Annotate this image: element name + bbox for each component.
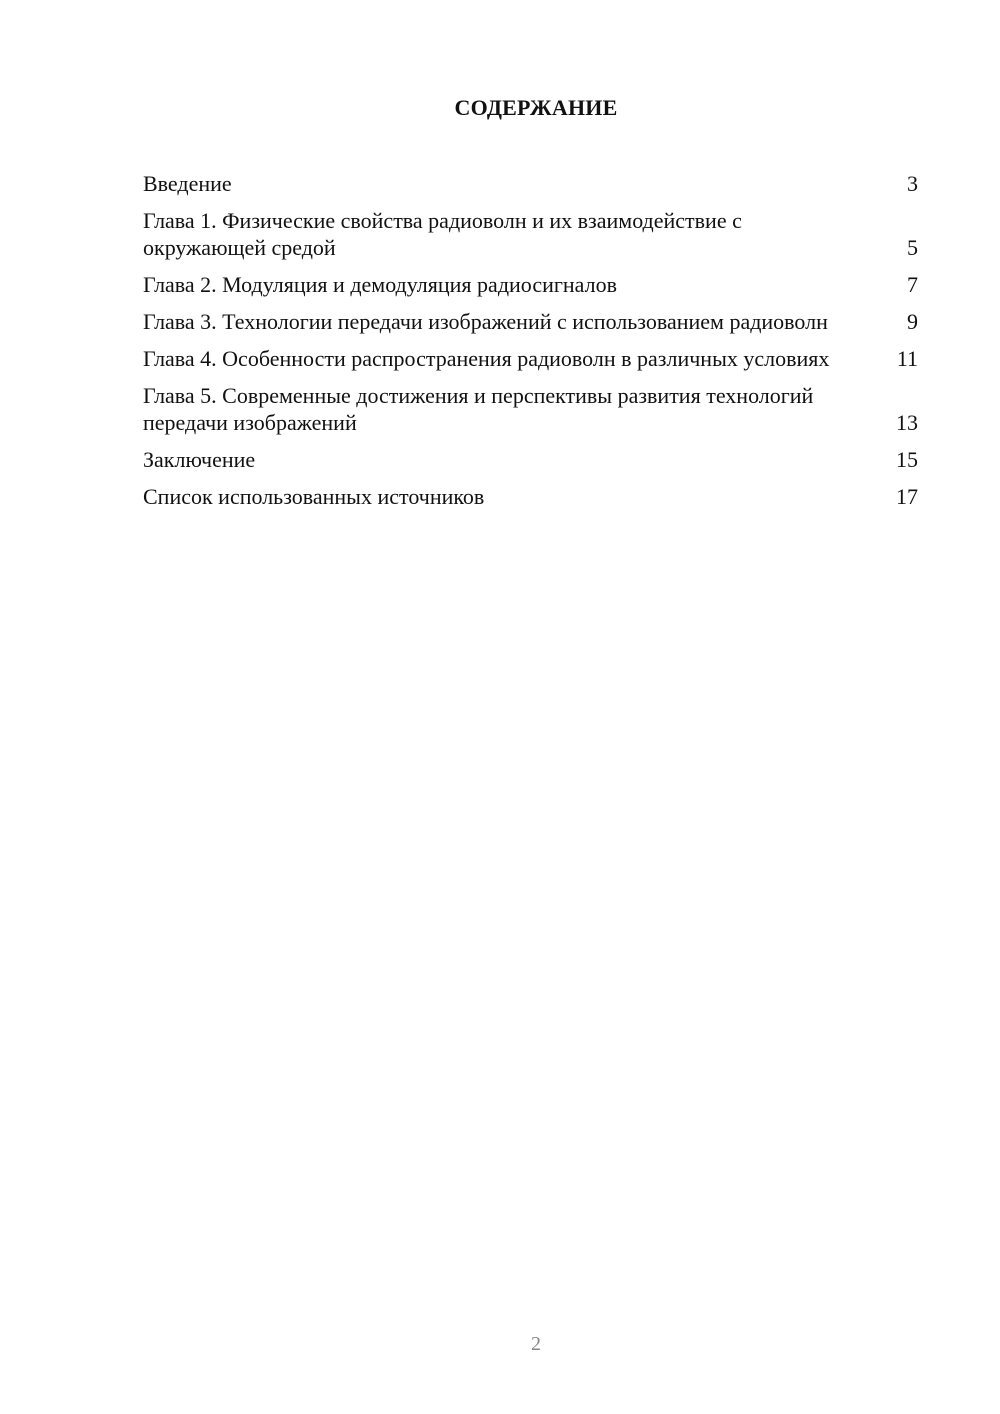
toc-entry-conclusion[interactable] [143,446,918,473]
toc-entry-title: Список использованных источников [143,484,485,509]
toc-entry-page: 9 [907,309,918,334]
toc-entry-title: Глава 1. Физические свойства радиоволн и их взаимодействие с окружающей средой [143,208,742,260]
toc-entry-page: 7 [907,272,918,297]
toc-entry-chapter-1[interactable] [143,207,918,261]
toc-entry-page: 15 [896,447,918,472]
toc-entry-references[interactable] [143,483,918,510]
toc-entry-page: 11 [896,346,918,371]
toc-entry-chapter-2[interactable] [143,271,918,298]
toc-entry-chapter-5[interactable] [143,382,918,436]
toc-entry-title: Глава 3. Технологии передачи изображений с использованием радиоволн [143,309,828,334]
toc-entry-title: Глава 2. Модуляция и демодуляция радиосигналов [143,272,617,297]
toc-entry-page: 3 [907,171,918,196]
toc-entry-title: Заключение [143,447,256,472]
toc-entry-chapter-3[interactable] [143,308,918,335]
page-title: СОДЕРЖАНИЕ [454,95,618,120]
toc-entry-title: Введение [143,171,232,196]
toc-entry-introduction[interactable] [143,170,918,197]
toc-entry-page: 5 [907,235,918,260]
toc-entry-page: 17 [896,484,918,509]
toc-entry-chapter-4[interactable] [143,345,918,372]
table-of-contents [143,170,918,520]
toc-entry-title: Глава 4. Особенности распространения радиоволн в различных условиях [143,346,830,371]
page-number: 2 [531,1333,541,1355]
toc-entry-page: 13 [896,410,918,435]
toc-entry-title: Глава 5. Современные достижения и перспективы развития технологий передачи изображений [143,383,814,435]
